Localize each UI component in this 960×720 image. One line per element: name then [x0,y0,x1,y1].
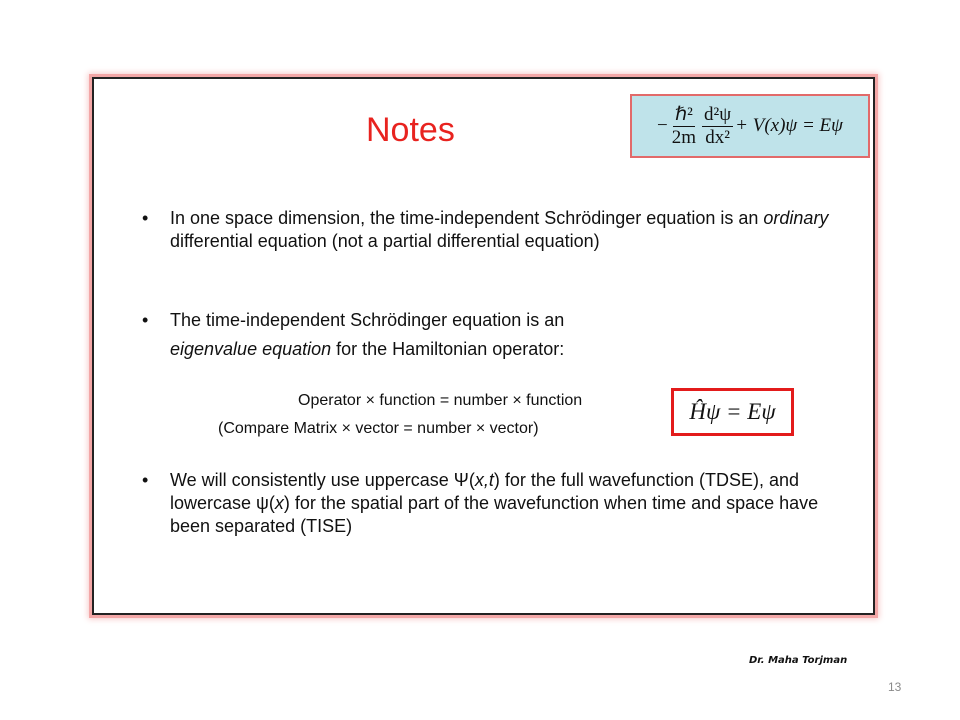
page-number: 13 [888,680,902,694]
hamiltonian-equation-box [671,388,794,436]
eq-fraction-hbar [670,104,698,149]
bullet2-line2-rest: for the Hamiltonian operator: [331,339,565,359]
slide-frame [92,77,875,615]
bullet1-text-a: In one space dimension, the time-independent Schrödinger equation is an [170,208,764,228]
bullet-eigenvalue [138,309,690,361]
eq-minus: − [657,115,668,136]
bullet1-emphasis: ordinary [763,208,829,228]
eq-fraction-derivative [702,104,733,149]
eq-frac2-den: dx² [705,126,730,148]
bullet3-em-xt: x,t [474,470,494,490]
eq-frac1-num: ℏ² [675,103,693,125]
bullet3-text-a: We will consistently use uppercase Ψ( [170,470,475,490]
eq-rest: + V(x)ψ = Eψ [735,115,843,136]
operator-function-line: Operator × function = number × function [298,392,583,409]
bullet3-text-c: ) for the spatial part of the wavefunction when time and space have been separated (TISE) [170,493,819,536]
bullet2-line2 [170,338,690,361]
bullet3-em-x: x [274,493,284,513]
bullet3-text-b: ) for the full wavefunction (TDSE), and lowercase ψ( [170,470,799,513]
bullet-wavefunction-notation [138,469,860,538]
bullet2-emphasis: eigenvalue equation [170,339,332,359]
author-credit: Dr. Maha Torjman [749,655,848,666]
hamiltonian-equation: Ĥψ = Eψ [689,399,776,424]
eq-frac1-den: 2m [671,126,697,148]
bullet-one-dimension [138,207,860,253]
eq-frac2-num: d²ψ [704,103,732,125]
slide-title: Notes [366,111,455,149]
bullet2-line1: The time-independent Schrödinger equation is an [170,310,565,330]
bullet1-text-b: differential equation (not a partial differential equation) [170,231,600,251]
schrodinger-equation-box [630,94,870,158]
matrix-compare-line: (Compare Matrix × vector = number × vector) [218,420,539,437]
